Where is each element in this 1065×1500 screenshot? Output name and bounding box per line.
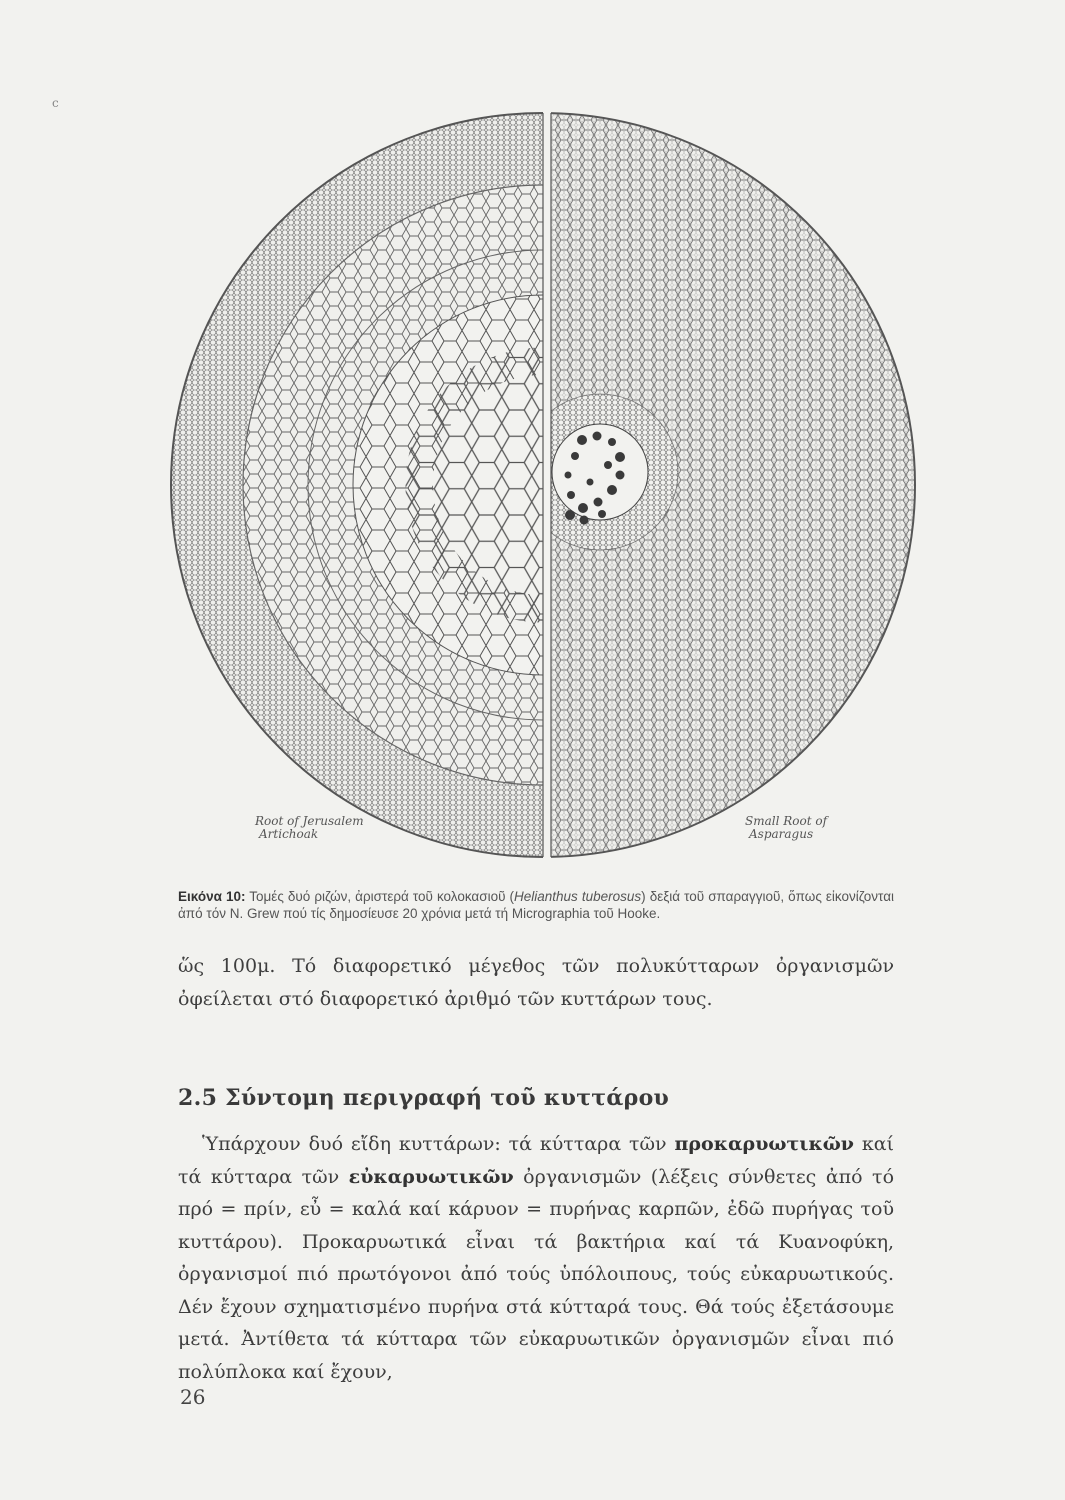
body-paragraph-1: ὥς 100μ. Τό διαφορετικό μέγεθος τῶν πολυκύτταρων ὀργανισμῶν ὀφείλεται στό διαφορετικό ἀριθμό τῶν κυττάρων τους. (178, 955, 894, 1010)
caption-species: Helianthus tuberosus (514, 889, 642, 904)
page-number: 26 (180, 1385, 206, 1409)
term-prokaryotic: προκαρυωτικῶν (674, 1133, 854, 1155)
term-eukaryotic: εὐκαρυωτικῶν (348, 1165, 514, 1188)
para2-text-1: Ὑπάρχουν δυό εἴδη κυττάρων: τά κύτταρα τῶν (202, 1133, 675, 1155)
root-cross-section-figure (150, 110, 920, 860)
body-paragraph-2 (178, 1128, 894, 1388)
left-figure-label (255, 815, 364, 841)
figure-divider (543, 110, 551, 860)
right-figure-label (745, 815, 827, 841)
caption-text-2: ) δεξιά τοῦ σπαραγγιοῦ, ὅπως εἰκονίζονται ἀπό τόν N. Grew πού τίς δημοσίευσε 20 χρόνια μετά τή Micrographia τοῦ Hooke. (178, 889, 895, 921)
section-heading: 2.5 Σύντομη περιγραφή τοῦ κυττάρου (178, 1085, 670, 1111)
root-cross-section-illustration (150, 110, 920, 860)
left-label-line2: Artichoak (259, 827, 319, 841)
left-label-line1: Root of Jerusalem (255, 814, 364, 828)
right-label-line1: Small Root of (745, 814, 828, 828)
stray-mark: c (52, 96, 59, 110)
caption-text-1: Τομές δυό ριζών, ἀριστερά τοῦ κολοκασιοῦ ( (245, 889, 515, 904)
para2-text-2: καί τά κύτταρα τῶν (178, 1133, 895, 1188)
right-label-line2: Asparagus (749, 827, 814, 841)
figure-caption (178, 888, 894, 922)
para2-text-3: ὀργανισμῶν (λέξεις σύνθετες ἀπό τό πρό = πρίν, εὖ = καλά καί κάρυον = πυρήνας καρπῶν, ἐδῶ πυρήγας τοῦ κυττάρου). Προκαρυωτικά εἶναι τά βακτήρια καί τά Κυανοφύκη, ὀργανισμοί πιό πρωτόγονοι ἀπό τούς ὑπόλοιπους, τούς εὐκαρυωτικούς. Δέν ἔχουν σχηματισμένο πυρήνα στά κύτταρά τους. Θά τούς ἐξετάσουμε μετά. Ἀντίθετα τά κύτταρα τῶν εὐκαρυωτικῶν ὀργανισμῶν εἶναι πιό πολύπλοκα καί ἔχουν, (178, 1165, 895, 1383)
caption-label: Εικόνα 10: (178, 889, 246, 904)
